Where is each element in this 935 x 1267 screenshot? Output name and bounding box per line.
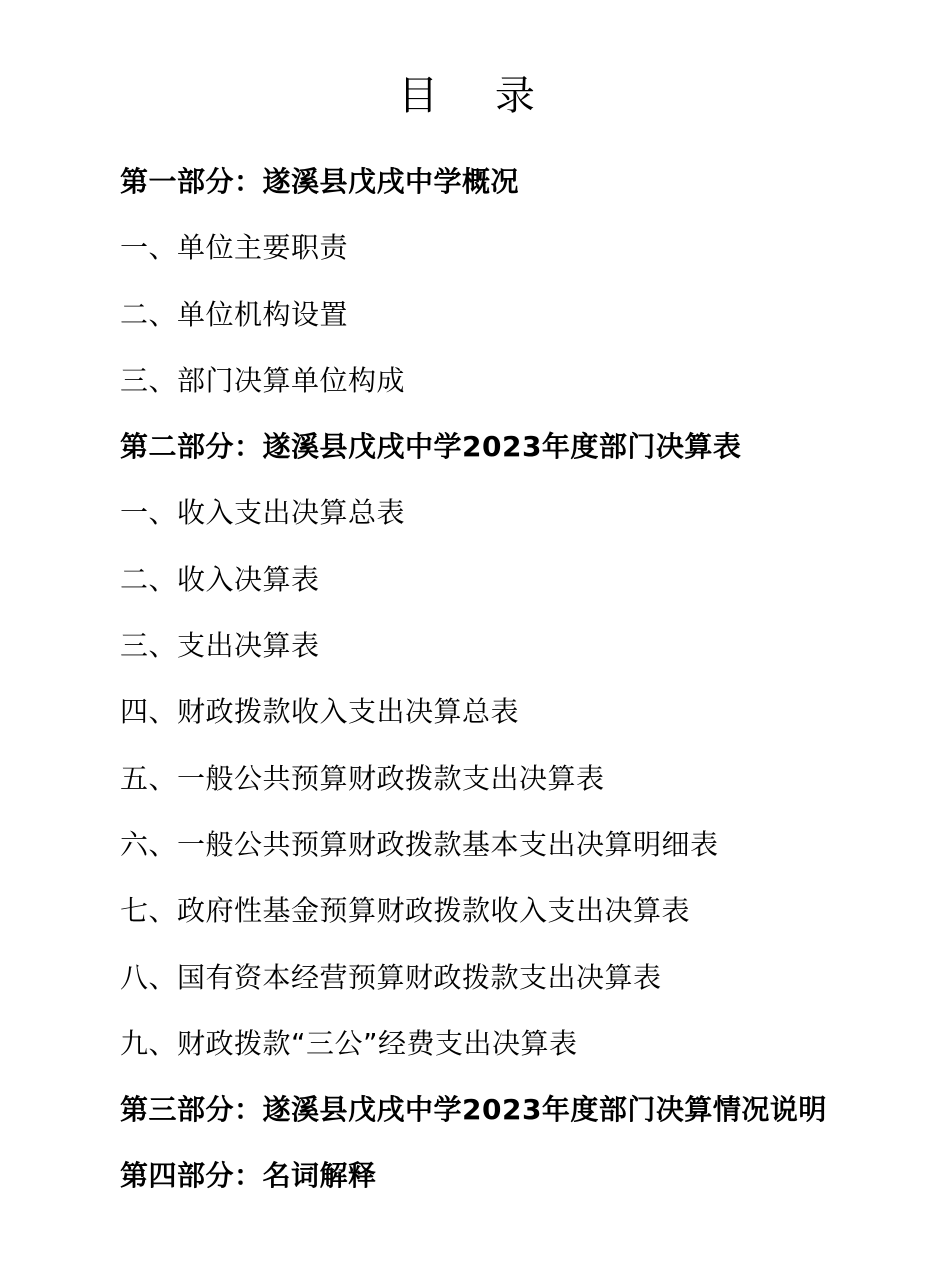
toc-item-general-budget-expense: 五、一般公共预算财政拨款支出决算表 (120, 761, 605, 795)
toc-item-income-expense-summary: 一、收入支出决算总表 (120, 496, 406, 530)
toc-part-4: 第四部分：名词解释 (120, 1159, 377, 1193)
toc-item-state-capital: 八、国有资本经营预算财政拨款支出决算表 (120, 960, 662, 994)
toc-part-1: 第一部分：遂溪县戊戌中学概况 (120, 165, 520, 198)
toc-item-unit-duties: 一、单位主要职责 (120, 231, 349, 265)
toc-item-three-public-funds: 九、财政拨款“三公”经费支出决算表 (120, 1026, 578, 1060)
toc-list (120, 154, 910, 1215)
toc-item-fiscal-summary: 四、财政拨款收入支出决算总表 (120, 695, 520, 729)
toc-item-income-table: 二、收入决算表 (120, 562, 320, 596)
toc-part-3: 第三部分：遂溪县戊戌中学2023年度部门决算情况说明 (120, 1093, 827, 1127)
toc-item-government-fund: 七、政府性基金预算财政拨款收入支出决算表 (120, 894, 691, 928)
toc-item-unit-composition: 三、部门决算单位构成 (120, 363, 406, 397)
toc-item-general-budget-basic-detail: 六、一般公共预算财政拨款基本支出决算明细表 (120, 827, 719, 861)
toc-item-unit-structure: 二、单位机构设置 (120, 297, 349, 331)
toc-part-2: 第二部分：遂溪县戊戌中学2023年度部门决算表 (120, 430, 742, 464)
toc-title: 目 录 (398, 73, 557, 119)
toc-item-expense-table: 三、支出决算表 (120, 629, 320, 663)
